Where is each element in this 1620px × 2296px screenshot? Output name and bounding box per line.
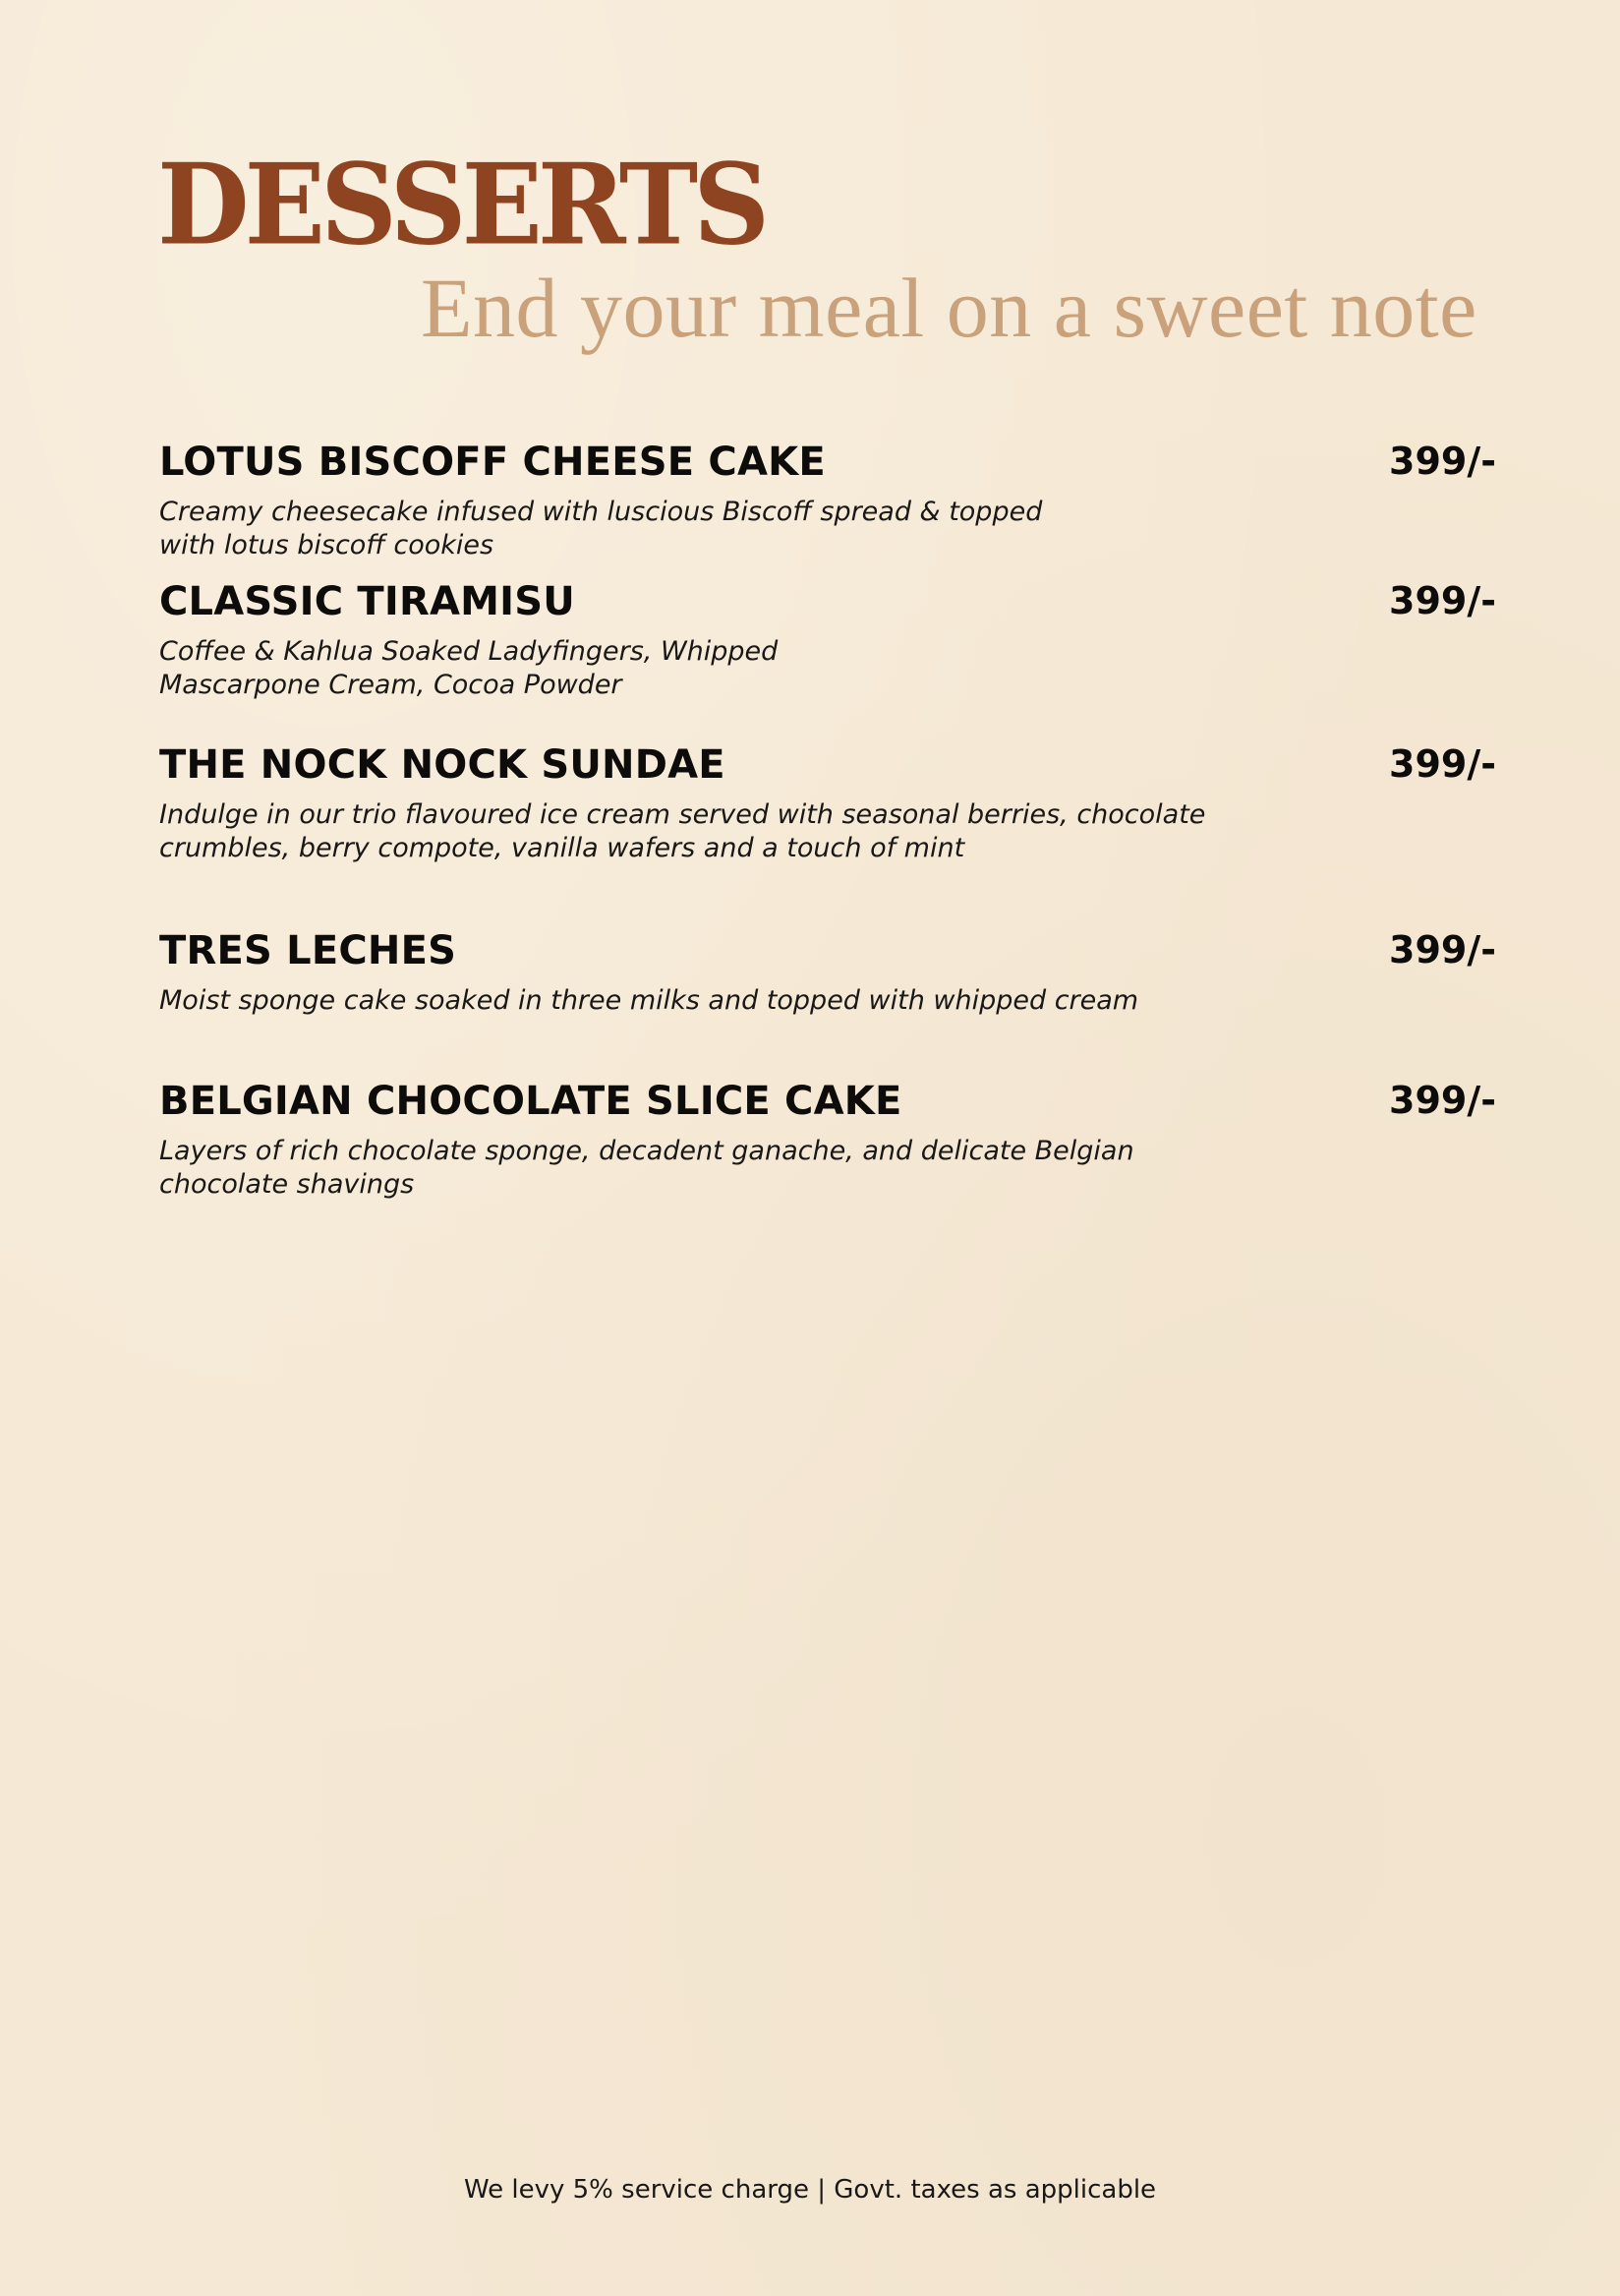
menu-item-name: LOTUS BISCOFF CHEESE CAKE — [159, 440, 826, 485]
menu-subtitle: End your meal on a sweet note — [421, 261, 1477, 355]
menu-item — [159, 1079, 1496, 1202]
menu-item-description: Coffee & Kahlua Soaked Ladyfingers, Whipped Mascarpone Cream, Cocoa Powder — [159, 636, 779, 700]
menu-item-description: Indulge in our trio flavoured ice cream served with seasonal berries, chocolate crumbles, berry compote, vanilla wafers and a touch of mint — [159, 799, 1206, 863]
menu-item-price: 399/- — [1389, 928, 1496, 971]
menu-item-name: BELGIAN CHOCOLATE SLICE CAKE — [159, 1079, 902, 1124]
menu-item-description: Moist sponge cake soaked in three milks and topped with whipped cream — [159, 985, 1139, 1016]
service-charge-note: We levy 5% service charge | Govt. taxes as applicable — [463, 2175, 1157, 2205]
menu-item — [159, 928, 1496, 1018]
menu-item — [159, 442, 1496, 562]
menu-item — [159, 579, 1496, 702]
menu-item — [159, 742, 1496, 865]
menu-item-name: TRES LECHES — [159, 928, 457, 973]
menu-item-price: 399/- — [1389, 440, 1496, 483]
menu-item-name: CLASSIC TIRAMISU — [159, 579, 575, 624]
menu-item-description: Creamy cheesecake infused with luscious Biscoff spread & topped with lotus biscoff cookies — [159, 497, 1043, 560]
menu-item-description: Layers of rich chocolate sponge, decadent ganache, and delicate Belgian chocolate shavings — [159, 1136, 1134, 1200]
menu-item-price: 399/- — [1389, 579, 1496, 622]
menu-item-price: 399/- — [1389, 1079, 1496, 1122]
menu-item-price: 399/- — [1389, 742, 1496, 786]
menu-title: DESSERTS — [157, 140, 766, 270]
menu-item-name: THE NOCK NOCK SUNDAE — [159, 742, 725, 788]
